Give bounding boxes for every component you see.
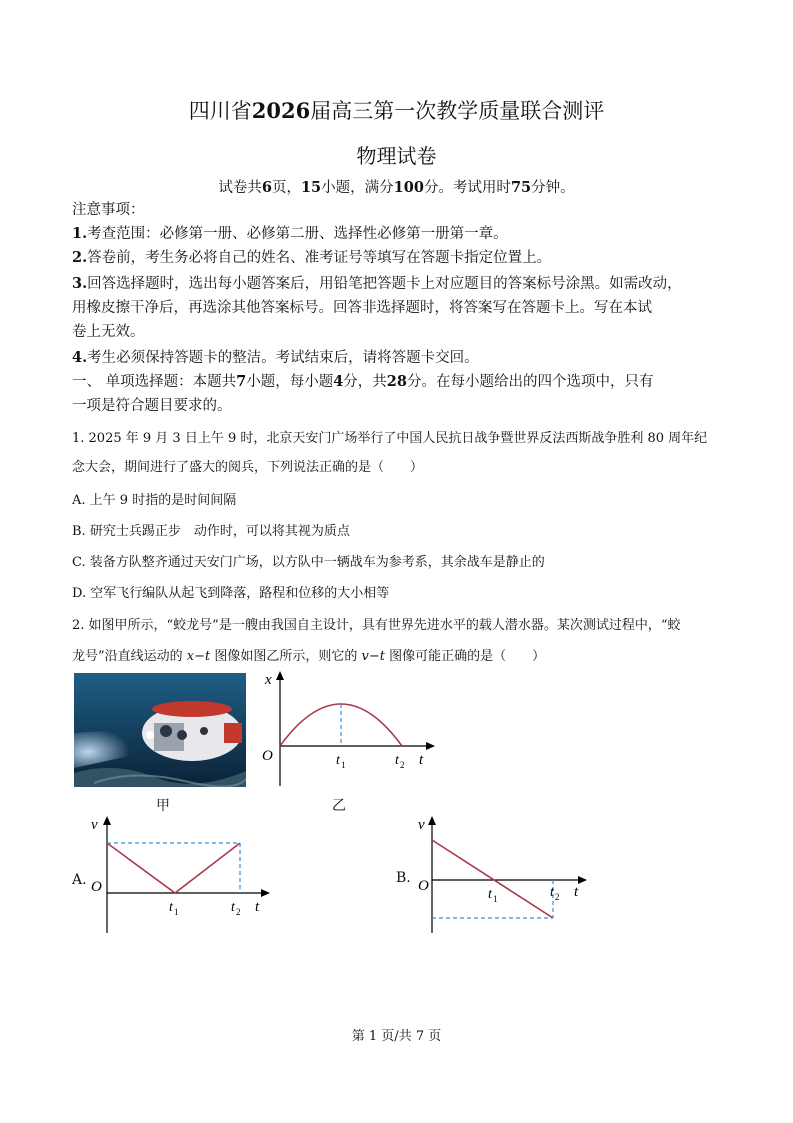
exam-subtitle: 物理试卷: [356, 144, 437, 168]
note-3-line-3: 卷上无效。: [72, 324, 145, 340]
q2-stem-text: 图像可能正确的是（ ）: [389, 649, 546, 664]
t-axis-label: t: [574, 884, 579, 900]
section-text: 分，共: [343, 374, 387, 390]
t2-subscript: 2: [555, 892, 560, 902]
q1-option-c: C. 装备方队整齐通过天安门广场，以方队中一辆战车为参考系，其余战车是静止的: [72, 555, 545, 570]
t1-label: t: [488, 887, 492, 902]
info-text: 分。考试用时: [423, 180, 511, 196]
section-text: 小题，每小题: [246, 374, 334, 390]
info-minutes: 75: [510, 179, 532, 196]
section-text: 分。在每小题给出的四个选项中，只有: [406, 374, 654, 390]
q2-stem-line-1: 2. 如图甲所示，“蛟龙号”是一艘由我国自主设计，具有世界先进水平的载人潜水器。某次测试过程中，“蛟: [72, 618, 681, 633]
x-axis-label: x: [265, 672, 272, 688]
xt-graph: [255, 668, 440, 798]
t2-subscript: 2: [400, 760, 405, 770]
info-questions: 15: [300, 179, 322, 196]
t2-label: t: [231, 900, 235, 915]
section-1-heading: [72, 370, 653, 394]
figure-yi-caption: 乙: [332, 798, 346, 814]
figure-jia-caption: 甲: [156, 798, 170, 814]
t2-subscript: 2: [236, 907, 241, 917]
note-1: [72, 222, 508, 246]
q2-stem-text: 龙号”沿直线运动的: [72, 649, 183, 664]
t2-label: t: [550, 885, 554, 900]
info-text: 分钟。: [531, 180, 575, 196]
option-a-curve: [107, 843, 240, 893]
q2-stem-text: 图像如图乙所示，则它的: [214, 649, 358, 664]
q1-stem-line-2: 念大会，期间进行了盛大的阅兵，下列说法正确的是（ ）: [72, 460, 424, 475]
option-b-vt-graph[interactable]: [410, 813, 600, 938]
note-3-line-2: 用橡皮擦干净后，再选涂其他答案标号。回答非选择题时，将答案写在答题卡上。写在本试: [72, 300, 652, 316]
info-score: 100: [393, 179, 424, 196]
origin-label: O: [262, 748, 273, 764]
q2-vt-symbol: v−t: [361, 649, 386, 664]
t2-label: t: [395, 753, 399, 768]
note-3: [72, 272, 682, 296]
section-text: 一、 单项选择题：本题共: [72, 374, 237, 390]
title-year: 2026: [251, 98, 311, 123]
y-axis-arrow: [103, 816, 111, 825]
t1-label: t: [169, 900, 173, 915]
v-axis-label: v: [91, 817, 98, 833]
t-axis-label: t: [419, 752, 424, 768]
title-prefix: 四川省: [188, 99, 252, 123]
q2-xt-symbol: x−t: [186, 649, 211, 664]
note-text: 考查范围：必修第一册、必修第二册、选择性必修第一册第一章。: [87, 226, 508, 242]
section-points-total: 28: [386, 373, 407, 390]
t1-subscript: 1: [174, 907, 179, 917]
t-axis-label: t: [255, 899, 260, 915]
option-b-curve: [432, 840, 553, 918]
origin-label: O: [91, 879, 102, 895]
notes-heading: 注意事项：: [72, 202, 145, 218]
section-points-each: 4: [333, 373, 344, 390]
t1-label: t: [336, 753, 340, 768]
note-number: 3.: [72, 275, 88, 292]
section-1-line-2: 一项是符合题目要求的。: [72, 398, 232, 414]
q1-option-d: D. 空军飞行编队从起飞到降落，路程和位移的大小相等: [72, 586, 390, 601]
note-number: 1.: [72, 225, 88, 242]
t1-subscript: 1: [341, 760, 346, 770]
x-axis-arrow: [426, 742, 435, 750]
info-pages: 6: [261, 179, 272, 196]
note-text: 考生必须保持答题卡的整洁。考试结束后，请将答题卡交回。: [87, 350, 479, 366]
section-count: 7: [236, 373, 247, 390]
note-text: 答卷前，考生务必将自己的姓名、准考证号等填写在答题卡指定位置上。: [87, 250, 552, 266]
q2-option-b-label: B.: [396, 870, 411, 886]
exam-title: [0, 95, 793, 125]
y-axis-arrow: [276, 671, 284, 680]
q1-stem-line-1: 1. 2025 年 9 月 3 日上午 9 时，北京天安门广场举行了中国人民抗日战争暨世界反法西斯战争胜利 80 周年纪: [72, 431, 708, 446]
note-text: 回答选择题时，选出每小题答案后，用铅笔把答题卡上对应题目的答案标号涂黑。如需改动，: [87, 276, 682, 292]
note-2: [72, 246, 551, 270]
y-axis-arrow: [428, 816, 436, 825]
submersible-photo: [74, 673, 246, 787]
x-axis-arrow: [261, 889, 270, 897]
q1-option-a: A. 上午 9 时指的是时间间隔: [72, 493, 237, 508]
t1-subscript: 1: [493, 894, 498, 904]
info-text: 试卷共: [218, 180, 262, 196]
exam-info: [0, 176, 793, 197]
q1-option-b: B. 研究士兵踢正步 动作时，可以将其视为质点: [72, 524, 350, 539]
v-axis-label: v: [418, 817, 425, 833]
note-number: 4.: [72, 349, 88, 366]
q2-stem-line-2: [72, 645, 545, 664]
note-number: 2.: [72, 249, 88, 266]
x-axis-arrow: [578, 876, 587, 884]
q2-option-a-label: A.: [72, 872, 87, 888]
option-a-vt-graph[interactable]: [85, 813, 280, 938]
title-suffix: 届高三第一次教学质量联合测评: [310, 99, 605, 123]
note-4: [72, 346, 479, 370]
info-text: 小题，满分: [321, 180, 394, 196]
info-text: 页，: [271, 180, 301, 196]
page-footer: 第 1 页/共 7 页: [351, 1029, 442, 1044]
origin-label: O: [418, 878, 429, 894]
